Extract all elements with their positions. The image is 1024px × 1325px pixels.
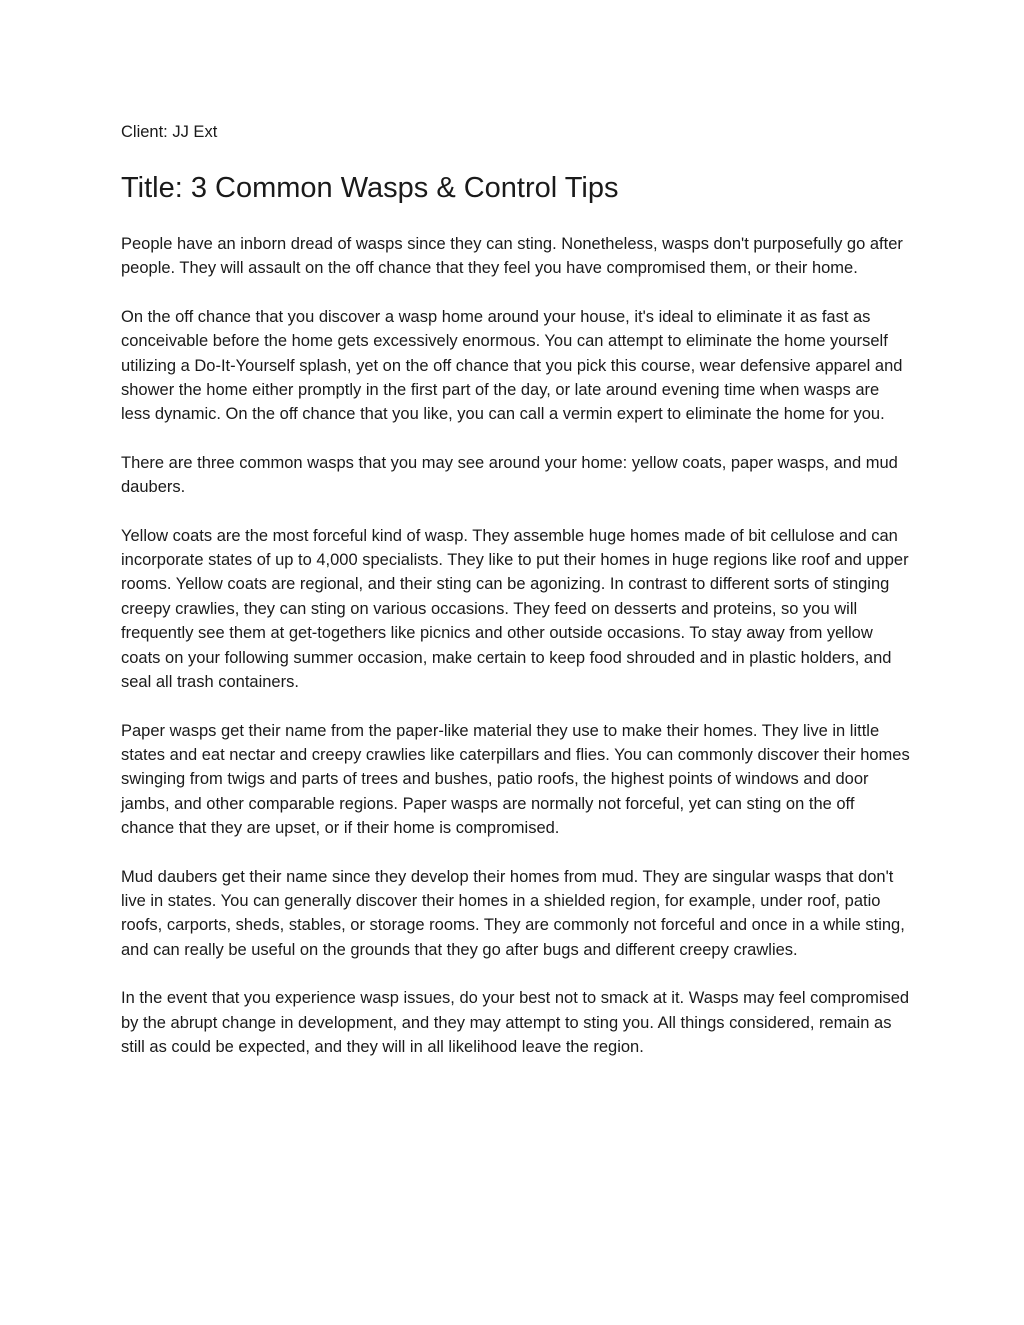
document-title: Title: 3 Common Wasps & Control Tips <box>121 172 619 204</box>
paragraph-yellow-coats: Yellow coats are the most forceful kind of wasp. They assemble huge homes made of bit cellulose and can incorporate states of up to 4,000 specialists. They like to put their homes in huge regions like roof and upper rooms. Yellow coats are regional, and their sting can be agonizing. In contrast to different sorts of stinging creepy crawlies, they can sting on various occasions. They feed on desserts and proteins, so you will frequently see them at get-togethers like picnics and other outside occasions. To stay away from yellow coats on your following summer occasion, make certain to keep food shrouded and in plastic holders, and seal all trash containers. <box>121 526 909 692</box>
paragraph-three-wasps: There are three common wasps that you may see around your home: yellow coats, paper wasps, and mud daubers. <box>121 453 898 497</box>
paragraph-paper-wasps: Paper wasps get their name from the paper-like material they use to make their homes. They live in little states and eat nectar and creepy crawlies like caterpillars and flies. You can commonly discover their homes swinging from twigs and parts of trees and bushes, patio roofs, the highest points of windows and door jambs, and other comparable regions. Paper wasps are normally not forceful, yet can sting on the off chance that they are upset, or if their home is compromised. <box>121 721 910 838</box>
client-line: Client: JJ Ext <box>121 123 218 141</box>
paragraph-mud-daubers: Mud daubers get their name since they develop their homes from mud. They are singular wasps that don't live in states. You can generally discover their homes in a shielded region, for example, under roof, patio roofs, carports, sheds, stables, or storage rooms. They are commonly not forceful and once in a while sting, and can really be useful on the grounds that they go after bugs and different creepy crawlies. <box>121 867 905 959</box>
document-page <box>121 120 911 1059</box>
paragraph-wasp-issues: In the event that you experience wasp issues, do your best not to smack at it. Wasps may feel compromised by the abrupt change in development, and they may attempt to sting you. All things considered, remain as still as could be expected, and they will in all likelihood leave the region. <box>121 989 910 1056</box>
paragraph-nest-removal: On the off chance that you discover a wasp home around your house, it's ideal to eliminate it as fast as conceivable before the home gets excessively enormous. You can attempt to eliminate the home yourself utilizing a Do-It-Yourself splash, yet on the off chance that you pick this course, wear defensive apparel and shower the home either promptly in the first part of the day, or late around evening time when wasps are less dynamic. On the off chance that you like, you can call a vermin expert to eliminate the home for you. <box>121 307 903 424</box>
paragraph-intro: People have an inborn dread of wasps since they can sting. Nonetheless, wasps don't purposefully go after people. They will assault on the off chance that they feel you have compromised them, or their home. <box>121 235 903 278</box>
